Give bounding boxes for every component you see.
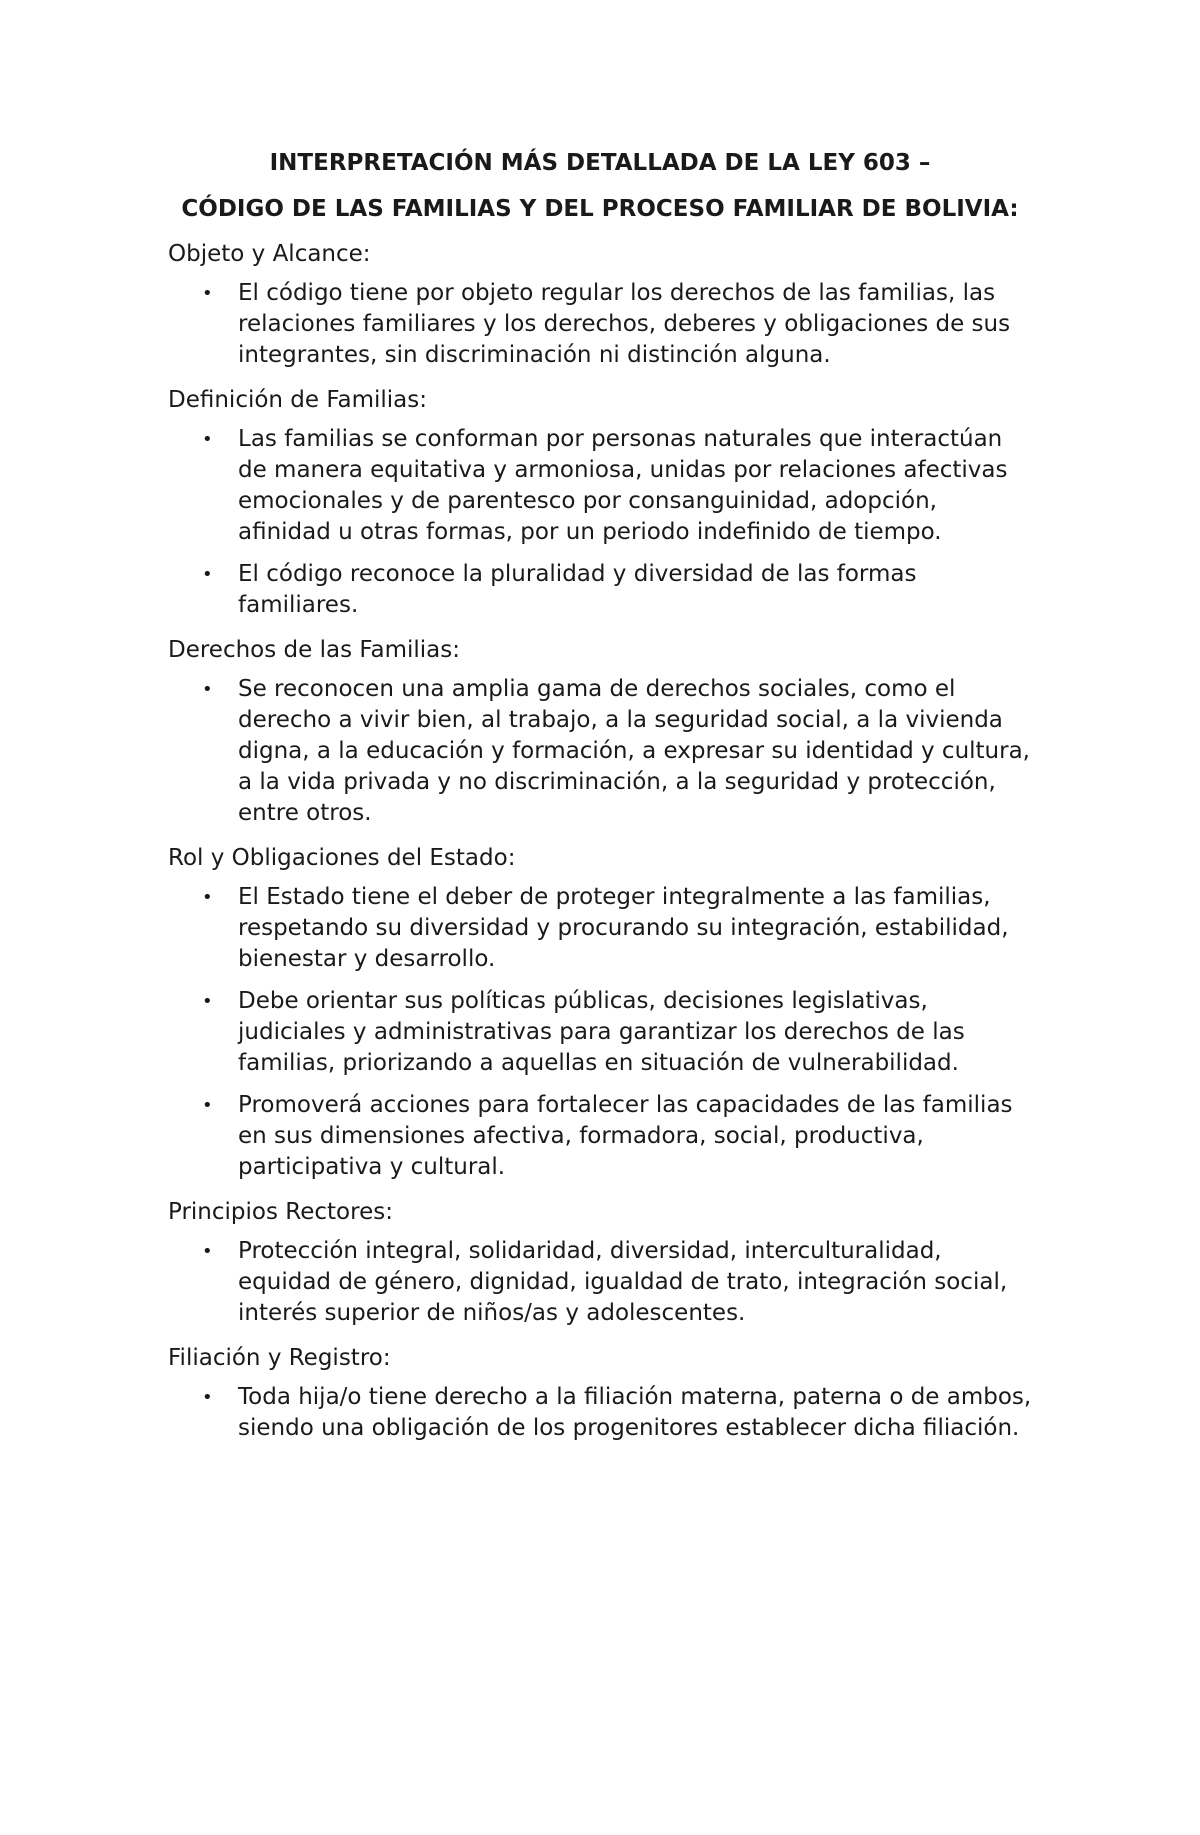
- bullet-list: [168, 1236, 1032, 1329]
- bullet-text: Las familias se conforman por personas naturales que interactúan de manera equitativa y armoniosa, unidas por relaciones afectivas emocionales y de parentesco por consanguinidad, adopción, afinidad u otras formas, por un periodo indefinido de tiempo.: [238, 426, 1008, 545]
- bullet-icon: •: [202, 887, 213, 908]
- bullet-icon: •: [202, 991, 213, 1012]
- section-objeto-alcance: [168, 239, 1032, 371]
- bullet-icon: •: [202, 283, 213, 304]
- title-line-1: INTERPRETACIÓN MÁS DETALLADA DE LA LEY 603 –: [269, 150, 931, 176]
- section-heading: Principios Rectores:: [168, 1199, 393, 1225]
- bullet-text: El código reconoce la pluralidad y diversidad de las formas familiares.: [238, 561, 917, 618]
- list-item: [168, 278, 1032, 371]
- bullet-text: Protección integral, solidaridad, diversidad, interculturalidad, equidad de género, dignidad, igualdad de trato, integración social, interés superior de niños/as y adolescentes.: [238, 1238, 1008, 1326]
- bullet-list: [168, 674, 1032, 829]
- section-heading: Rol y Obligaciones del Estado:: [168, 845, 516, 871]
- section-filiacion-registro: [168, 1343, 1032, 1444]
- bullet-icon: •: [202, 1241, 213, 1262]
- bullet-list: [168, 882, 1032, 1183]
- bullet-icon: •: [202, 1095, 213, 1116]
- section-heading: Objeto y Alcance:: [168, 241, 371, 267]
- section-heading: Derechos de las Familias:: [168, 637, 461, 663]
- list-item: [168, 424, 1032, 548]
- section-rol-estado: [168, 843, 1032, 1183]
- list-item: [168, 1090, 1032, 1183]
- list-item: [168, 559, 1032, 621]
- bullet-text: Promoverá acciones para fortalecer las capacidades de las familias en sus dimensiones afectiva, formadora, social, productiva, participativa y cultural.: [238, 1092, 1013, 1180]
- bullet-icon: •: [202, 564, 213, 585]
- bullet-icon: •: [202, 429, 213, 450]
- bullet-icon: •: [202, 679, 213, 700]
- list-item: [168, 882, 1032, 975]
- bullet-list: [168, 278, 1032, 371]
- title-line-2: CÓDIGO DE LAS FAMILIAS Y DEL PROCESO FAMILIAR DE BOLIVIA:: [181, 196, 1019, 222]
- bullet-text: Toda hija/o tiene derecho a la filiación materna, paterna o de ambos, siendo una obligación de los progenitores establecer dicha filiación.: [238, 1384, 1032, 1441]
- section-principios-rectores: [168, 1197, 1032, 1329]
- bullet-text: El Estado tiene el deber de proteger integralmente a las familias, respetando su diversidad y procurando su integración, estabilidad, bienestar y desarrollo.: [238, 884, 1009, 972]
- list-item: [168, 986, 1032, 1079]
- list-item: [168, 1382, 1032, 1444]
- bullet-list: [168, 424, 1032, 621]
- bullet-text: Debe orientar sus políticas públicas, decisiones legislativas, judiciales y administrativas para garantizar los derechos de las familias, priorizando a aquellas en situación de vulnerabilidad.: [238, 988, 965, 1076]
- bullet-list: [168, 1382, 1032, 1444]
- document-title: [168, 148, 1032, 225]
- bullet-text: El código tiene por objeto regular los derechos de las familias, las relaciones familiares y los derechos, deberes y obligaciones de sus integrantes, sin discriminación ni distinción alguna.: [238, 280, 1011, 368]
- section-heading: Filiación y Registro:: [168, 1345, 391, 1371]
- section-derechos-familias: [168, 635, 1032, 829]
- bullet-text: Se reconocen una amplia gama de derechos sociales, como el derecho a vivir bien, al trabajo, a la seguridad social, a la vivienda digna, a la educación y formación, a expresar su identidad y cultura, a la vida privada y no discriminación, a la seguridad y protección, entre otros.: [238, 676, 1030, 826]
- section-heading: Definición de Familias:: [168, 387, 427, 413]
- list-item: [168, 674, 1032, 829]
- section-definicion-familias: [168, 385, 1032, 621]
- bullet-icon: •: [202, 1387, 213, 1408]
- list-item: [168, 1236, 1032, 1329]
